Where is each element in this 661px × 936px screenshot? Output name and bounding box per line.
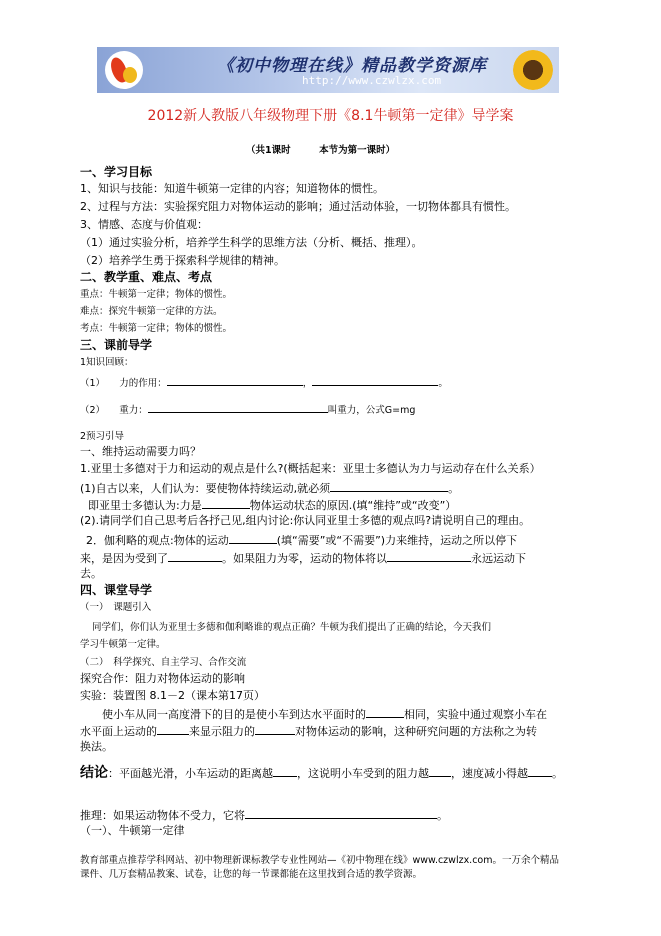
s3-p2: (1)自古以来，人们认为：要使物体持续运动,就必须 。: [80, 482, 460, 495]
footer-line-1: 教育部重点推荐学科网站、初中物理新课标教学专业性网站—《初中物理在线》www.czwlzx.com。一万余个精品: [80, 855, 559, 866]
s1-line-4: （1）通过实验分析，培养学生科学的思维方法（分析、概括、推理）。: [80, 236, 423, 249]
p6-blank-2[interactable]: [387, 550, 471, 562]
s4-part-2: （二） 科学探究、自主学习、合作交流: [80, 657, 247, 668]
s4-part-1: （一） 课题引入: [80, 602, 152, 613]
e2-blank-1[interactable]: [157, 723, 189, 735]
s1-line-5: （2）培养学生勇于探索科学规律的精神。: [80, 254, 285, 267]
q2-label: （2） 重力：: [80, 405, 148, 416]
s3-p4: (2).请同学们自己思考后各抒己见,组内讨论:你认同亚里士多德的观点吗?请说明自己的理由。: [80, 514, 531, 527]
conclusion-label: 结论: [80, 765, 108, 781]
section-1-heading: 一、学习目标: [80, 165, 153, 179]
footer-line-2: 课件、几万套精品教案、试卷，让您的每一节课都能在这里找到合适的教学资源。: [80, 869, 423, 880]
s3-guide: 2预习引导: [80, 431, 125, 442]
concl-blank-3[interactable]: [528, 765, 552, 777]
s4-intro-1: 同学们，你们认为亚里士多德和伽利略谁的观点正确？牛顿为我们提出了正确的结论，今天我们: [92, 622, 492, 633]
p6-blank-1[interactable]: [168, 550, 222, 562]
s3-p3: 即亚里士多德认为:力是 物体运动状态的原因.(填“维持”或“改变”）: [88, 499, 457, 512]
s3-q2: （2） 重力： 叫重力，公式G=mg: [80, 401, 415, 418]
section-2-heading: 二、教学重、难点、考点: [80, 270, 213, 284]
s4-e1: 使小车从同一高度滑下的目的是使小车到达水平面时的 相同，实验中通过观察小车在: [102, 708, 547, 721]
s3-q1: （1） 力的作用： ， 。: [80, 374, 448, 391]
s3-p7: 去。: [80, 567, 102, 580]
s3-p6: 来，是因为受到了 。如果阻力为零，运动的物体将以 永远运动下: [80, 552, 526, 565]
document-subtitle: （共1课时 本节为第一课时）: [246, 145, 396, 156]
s1-line-3: 3、情感、态度与价值观：: [80, 218, 208, 231]
site-logo-icon: [105, 51, 143, 89]
s2-line-2: 难点：探究牛顿第一定律的方法。: [80, 306, 223, 317]
q1-label: （1） 力的作用：: [80, 378, 167, 389]
sunflower-icon: [513, 50, 553, 90]
inference-blank[interactable]: [245, 807, 437, 819]
concl-blank-2[interactable]: [429, 765, 451, 777]
q1-blank-2[interactable]: [312, 374, 438, 386]
section-3-heading: 三、课前导学: [80, 338, 153, 352]
s4-part-3: （一）、牛顿第一定律: [80, 824, 185, 837]
s4-e2: 水平面上运动的 来显示阻力的 对物体运动的影响，这种研究问题的方法称之为转: [80, 725, 537, 738]
q2-blank[interactable]: [148, 401, 328, 413]
s4-conclusion: 结论：平面越光滑，小车运动的距离越 ，这说明小车受到的阻力越 ，速度减小得越 。: [80, 765, 563, 781]
document-title: 2012新人教版八年级物理下册《8.1牛顿第一定律》导学案: [147, 108, 514, 124]
s3-p5: 2．伽利略的观点:物体的运动 (填“需要”或“不需要”)力来维持，运动之所以停下: [86, 534, 518, 547]
q1-blank-1[interactable]: [167, 374, 303, 386]
p5-blank[interactable]: [229, 532, 277, 544]
s4-inference: 推理：如果运动物体不受力，它将 。: [80, 809, 448, 822]
s2-line-3: 考点：牛顿第一定律；物体的惯性。: [80, 323, 233, 334]
section-4-heading: 四、课堂导学: [80, 583, 153, 597]
s3-review: 1知识回顾：: [80, 357, 134, 368]
p3-blank[interactable]: [202, 497, 250, 509]
s2-line-1: 重点：牛顿第一定律；物体的惯性。: [80, 289, 233, 300]
concl-blank-1[interactable]: [273, 765, 297, 777]
s1-line-2: 2、过程与方法：实验探究阻力对物体运动的影响；通过活动体验，一切物体都具有惯性。: [80, 200, 516, 213]
s4-explore: 探究合作：阻力对物体运动的影响: [80, 672, 245, 685]
s3-topic: 一、维持运动需要力吗？: [80, 445, 201, 458]
p2-blank[interactable]: [330, 480, 448, 492]
banner-title: 《初中物理在线》精品教学资源库: [217, 56, 487, 76]
e1-blank[interactable]: [366, 706, 404, 718]
e2-blank-2[interactable]: [255, 723, 295, 735]
s4-intro-2: 学习牛顿第一定律。: [80, 639, 166, 650]
banner-url[interactable]: http://www.czwlzx.com: [302, 74, 442, 87]
s4-experiment: 实验：装置图 8.1－2（课本第17页）: [80, 689, 265, 702]
header-banner: [97, 47, 559, 93]
s1-line-1: 1、知识与技能：知道牛顿第一定律的内容；知道物体的惯性。: [80, 182, 384, 195]
s4-e3: 换法。: [80, 740, 113, 753]
s3-p1: 1.亚里士多德对于力和运动的观点是什么?(概括起来：亚里士多德认为力与运动存在什么关系）: [80, 462, 541, 475]
